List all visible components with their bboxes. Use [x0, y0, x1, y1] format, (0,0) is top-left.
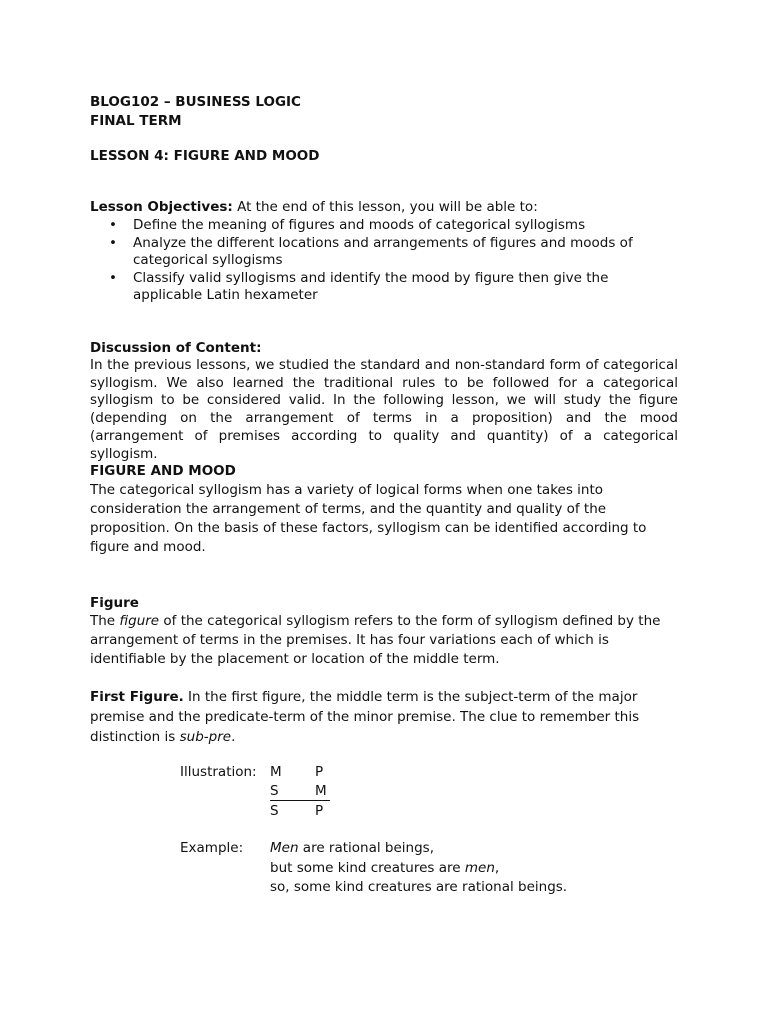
objective-text: Classify valid syllogisms and identify the mood by figure then give the applicable Latin hexameter	[133, 269, 609, 303]
example-text: but some kind creatures are	[270, 859, 465, 876]
discussion-heading: Discussion of Content:	[90, 340, 262, 356]
figure-text	[90, 612, 678, 669]
illustration-term: P	[315, 764, 324, 780]
bullet-icon: •	[109, 217, 117, 233]
course-title: BLOG102 – BUSINESS LOGIC	[90, 94, 301, 110]
illustration-rows	[270, 763, 340, 821]
list-item	[90, 270, 678, 305]
list-item	[90, 235, 678, 270]
example-label: Example:	[180, 840, 244, 856]
lesson-title: LESSON 4: FIGURE AND MOOD	[90, 148, 320, 164]
objectives-label: Lesson Objectives:	[90, 199, 233, 215]
illustration-row	[270, 763, 330, 782]
example-line: so, some kind creatures are rational beings.	[270, 879, 568, 895]
term-title: FINAL TERM	[90, 113, 182, 129]
list-item	[90, 217, 678, 235]
objective-text: Analyze the different locations and arrangements of figures and moods of categorical syllogisms	[133, 234, 633, 268]
example-italic: Men	[270, 840, 299, 856]
figure-and-mood-heading: FIGURE AND MOOD	[90, 463, 236, 479]
illustration-term: S	[270, 783, 279, 799]
illustration-row	[270, 782, 330, 801]
illustration-term: P	[315, 803, 324, 819]
illustration-label: Illustration:	[180, 764, 257, 780]
objectives-intro-text: At the end of this lesson, you will be able to:	[232, 199, 538, 215]
illustration-term: S	[270, 803, 279, 819]
figure-heading: Figure	[90, 595, 139, 611]
illustration-term: M	[315, 783, 327, 799]
first-figure-heading: First Figure.	[90, 689, 184, 705]
bullet-icon: •	[109, 234, 117, 251]
objectives-list	[90, 217, 678, 305]
figure-term: figure	[119, 613, 160, 629]
figure-and-mood-text: The categorical syllogism has a variety of logical forms when one takes into consideration the arrangement of terms, and the quantity and quality of the proposition. On the basis of these factors, syllogism can be identified according to figure and mood.	[90, 482, 647, 555]
example-italic: men	[464, 859, 495, 876]
first-figure-end: .	[231, 729, 236, 745]
bullet-icon: •	[109, 269, 117, 286]
first-figure-clue: sub-pre	[179, 729, 232, 745]
example-text: ,	[494, 859, 500, 876]
objective-text: Define the meaning of figures and moods of categorical syllogisms	[133, 217, 586, 233]
first-figure-text: In the first figure, the middle term is the subject-term of the major premise and the predicate-term of the minor premise. The clue to remember this distinction is	[90, 689, 640, 745]
discussion-text: In the previous lessons, we studied the standard and non-standard form of categorical syllogism. We also learned the traditional rules to be followed for a categorical syllogism to be considered valid. In the following lesson, we will study the figure (depending on the arrangement of terms in a proposition) and the mood (arrangement of premises according to quality and quantity) of a categorical syllogism.	[90, 357, 678, 462]
figure-text-before: The	[90, 613, 120, 629]
first-figure-paragraph	[90, 687, 678, 747]
example-line	[270, 839, 590, 859]
figure-text-after: of the categorical syllogism refers to the form of syllogism defined by the arrangement of terms in the premises. It has four variations each of which is identifiable by the placement or location of the middle term.	[90, 613, 661, 667]
example-text: are rational beings,	[298, 840, 435, 856]
objectives-intro	[90, 198, 678, 217]
example-line	[270, 859, 590, 879]
example-lines	[270, 839, 590, 898]
illustration-row	[270, 802, 330, 821]
objectives-section	[90, 198, 678, 305]
illustration-term: M	[270, 764, 282, 780]
